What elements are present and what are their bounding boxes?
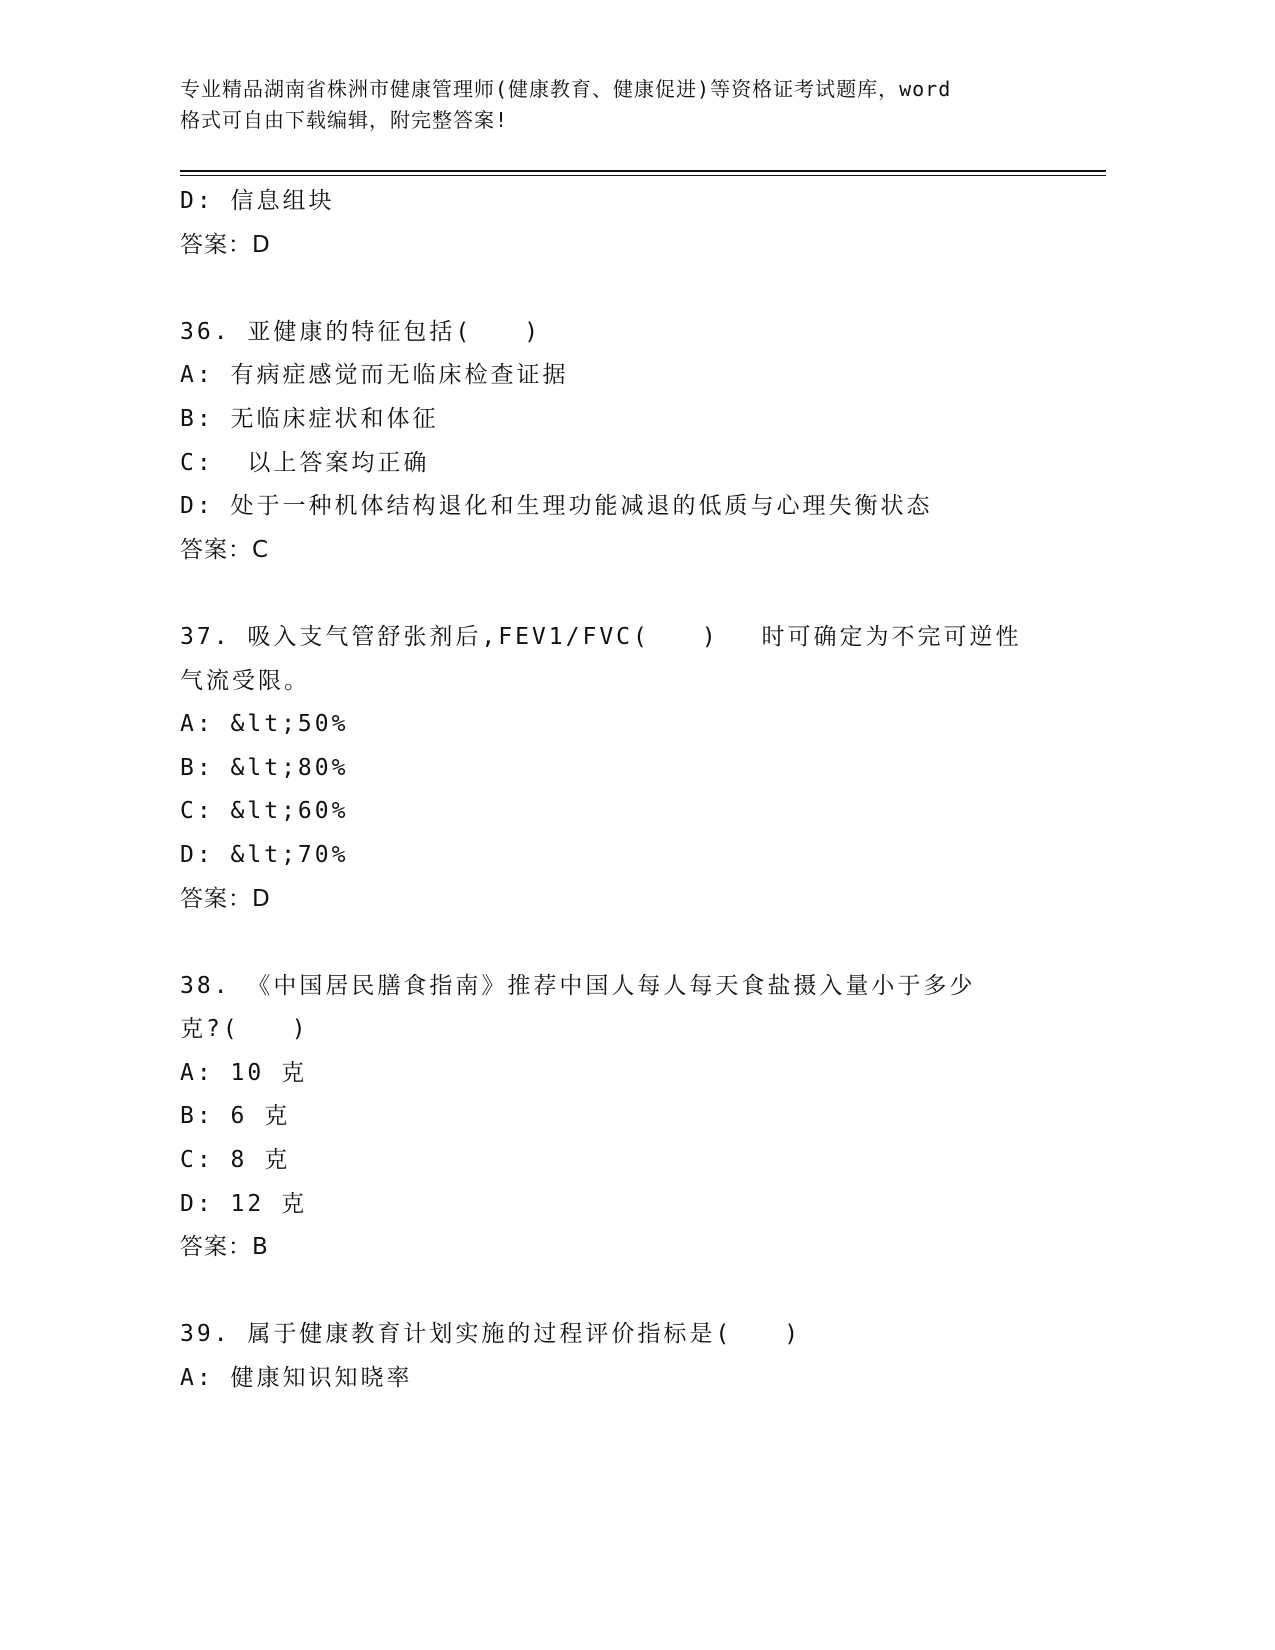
question-list	[180, 180, 1080, 1444]
header-line-1: 专业精品湖南省株洲市健康管理师(健康教育、健康促进)等资格证考试题库，word	[180, 77, 952, 101]
question-text: 37. 吸入支气管舒张剂后,FEV1/FVC( ) 时可确定为不完可逆性	[180, 623, 1022, 650]
question-block	[180, 311, 1080, 573]
question-block	[180, 965, 1080, 1270]
document-header	[180, 74, 1060, 136]
question-line: D: &lt;70%	[180, 841, 349, 868]
question-line: A: 10 克	[180, 1059, 308, 1086]
question-block	[180, 616, 1080, 921]
question-text: 36. 亚健康的特征包括( )	[180, 318, 542, 345]
question-line: A: 有病症感觉而无临床检查证据	[180, 362, 569, 389]
question-line: 气流受限。	[180, 667, 310, 694]
question-line: A: 健康知识知晓率	[180, 1365, 413, 1392]
question-text: 39. 属于健康教育计划实施的过程评价指标是( )	[180, 1321, 802, 1348]
question-block	[180, 1313, 1080, 1400]
question-line: 克?( )	[180, 1016, 309, 1043]
question-line: C: 8 克	[180, 1147, 291, 1174]
header-divider-bottom	[180, 175, 1106, 176]
question-line: C: 以上答案均正确	[180, 449, 430, 476]
question-line: D: 信息组块	[180, 188, 335, 214]
question-line: A: &lt;50%	[180, 711, 349, 738]
question-block	[180, 180, 1080, 267]
question-line: D: 处于一种机体结构退化和生理功能减退的低质与心理失衡状态	[180, 493, 933, 520]
answer-text: 答案：C	[180, 536, 270, 563]
answer-text: 答案：D	[180, 885, 271, 912]
question-line: D: 12 克	[180, 1190, 308, 1217]
question-line: B: 6 克	[180, 1103, 291, 1130]
answer-text: 答案：D	[180, 231, 271, 258]
question-text: 38. 《中国居民膳食指南》推荐中国人每人每天食盐摄入量小于多少	[180, 972, 976, 999]
question-line: C: &lt;60%	[180, 798, 349, 825]
question-line: B: &lt;80%	[180, 754, 349, 781]
header-divider-top	[180, 170, 1106, 172]
header-line-2: 格式可自由下载编辑，附完整答案!	[180, 108, 509, 132]
answer-text: 答案：B	[180, 1234, 269, 1261]
question-line: B: 无临床症状和体征	[180, 405, 439, 432]
